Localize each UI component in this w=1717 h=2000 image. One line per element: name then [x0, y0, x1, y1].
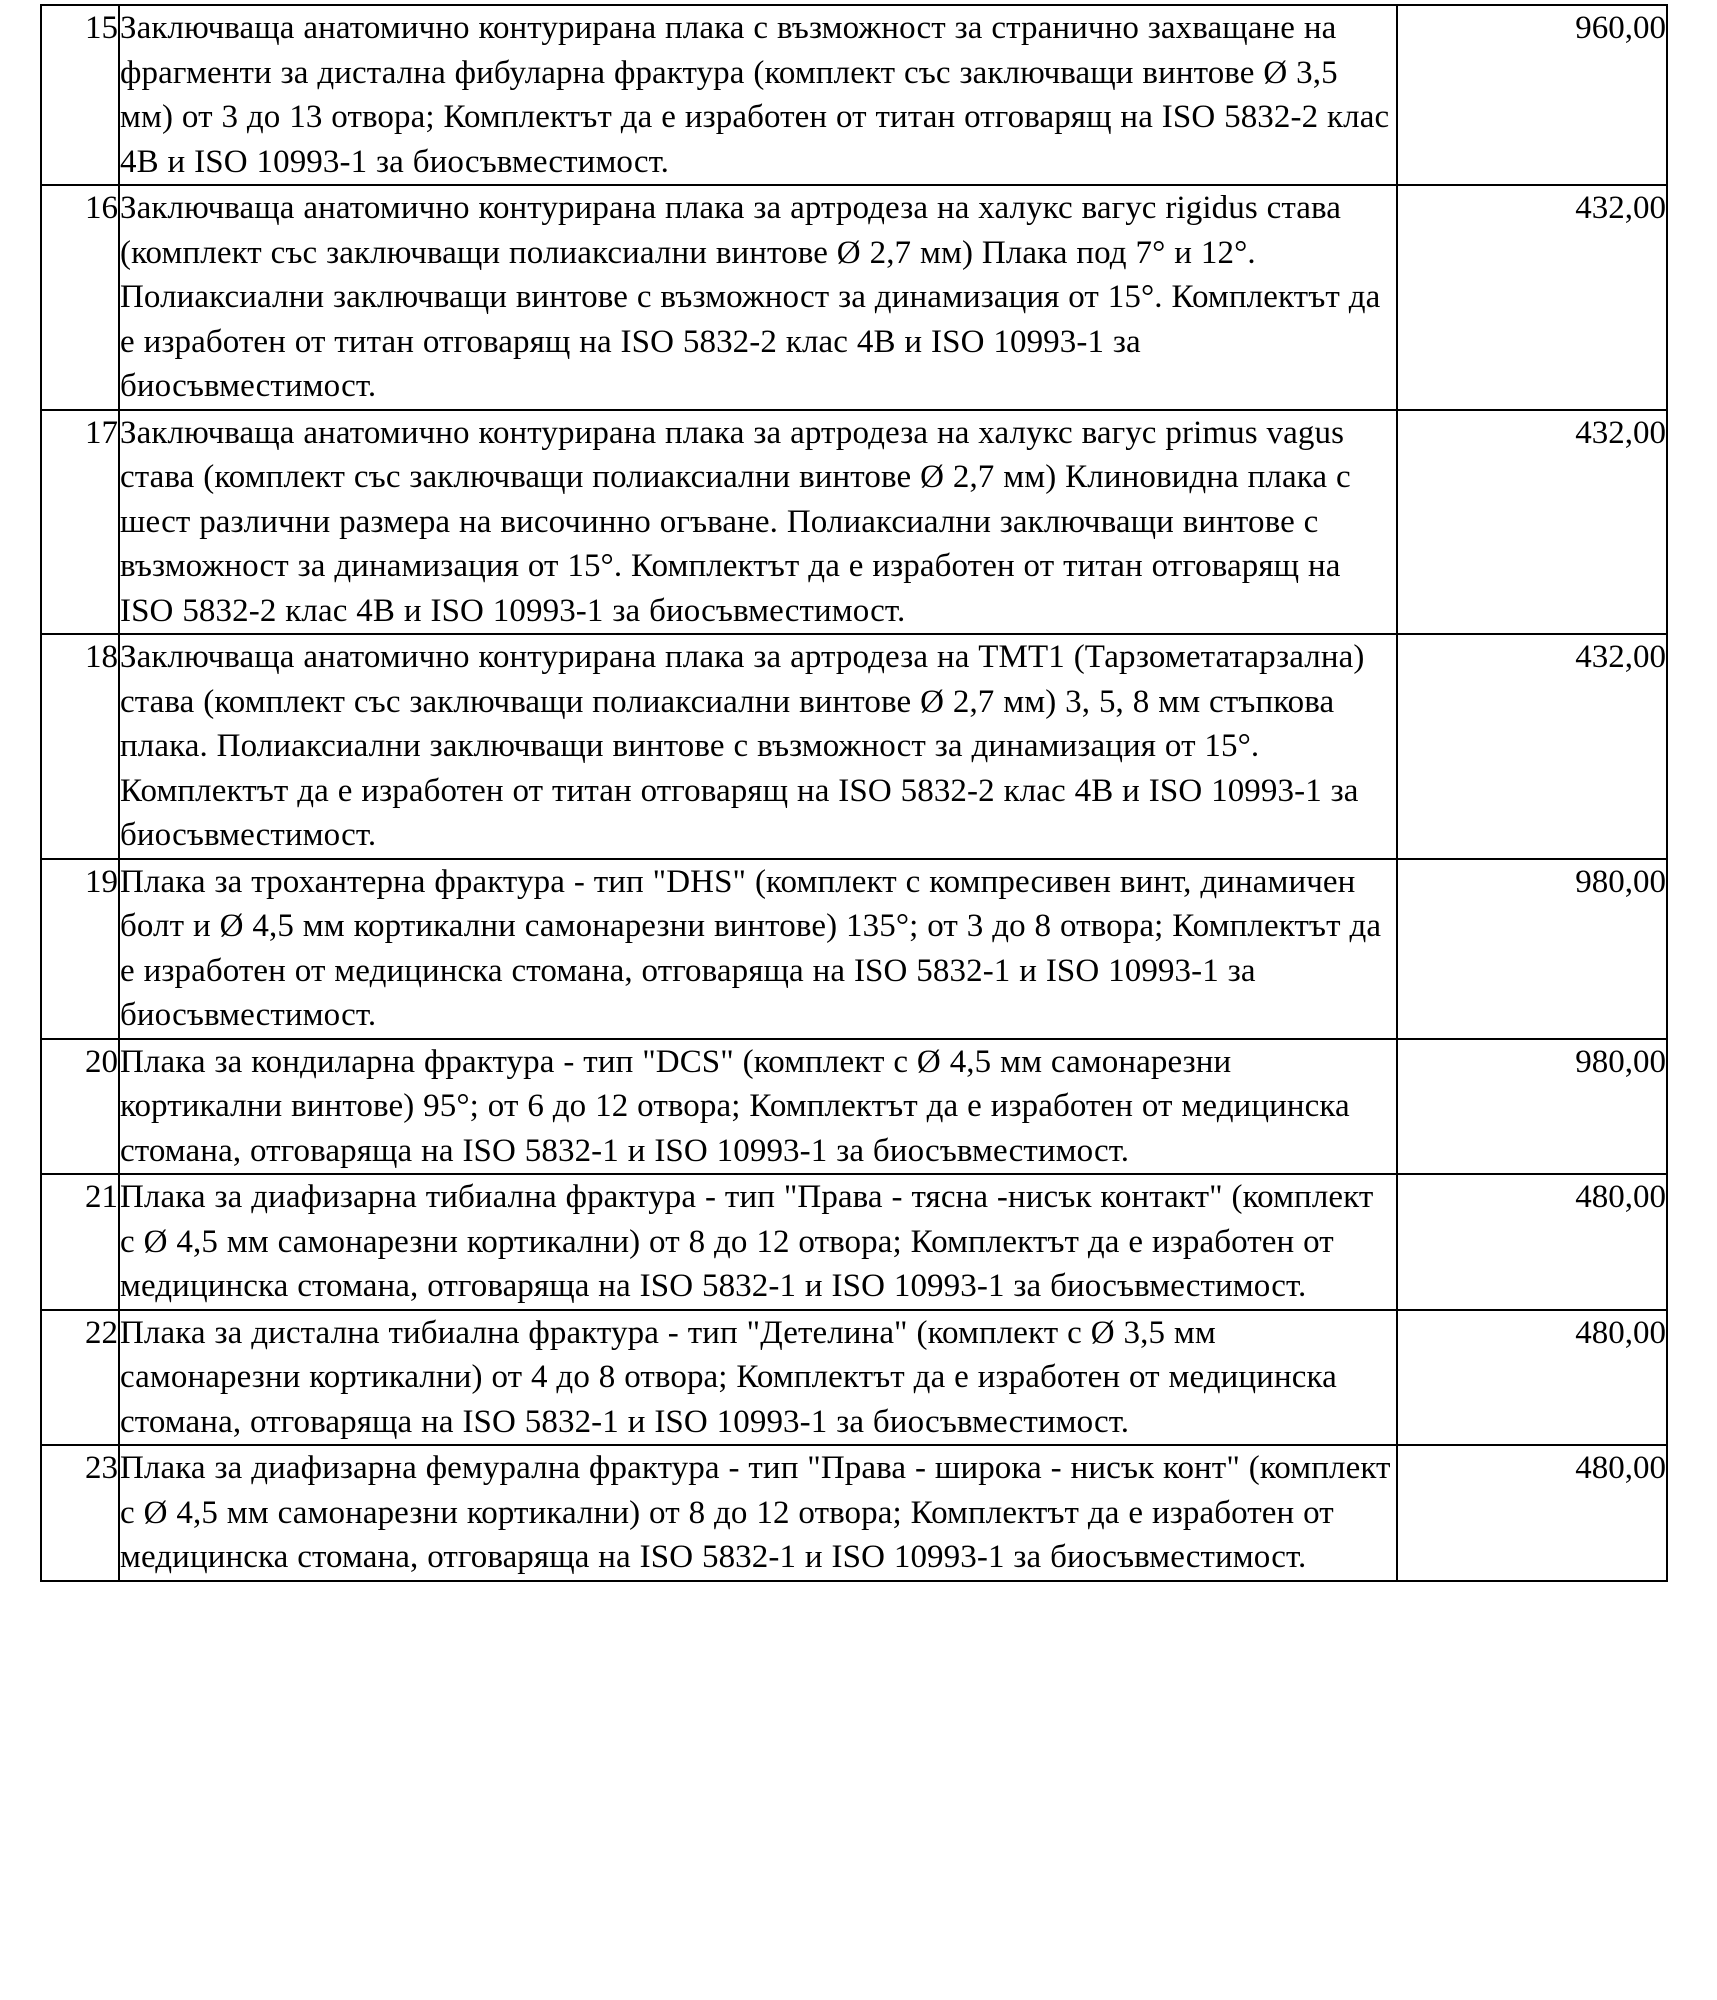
- item-price-cell: 960,00: [1397, 5, 1667, 185]
- table-row: [41, 1039, 1667, 1175]
- item-description-text: Плака за диафизарна фемурална фрактура - тип "Права - широка - нисък конт" (комплект с Ø 4,5 мм самонарезни кортикални) от 8 до 12 отвора; Комплектът да е изработен от медицинска стомана, отговаряща на ISO 5832-1 и ISO 10993-1 за биосъвместимост.: [120, 1450, 1391, 1575]
- specification-table: [40, 4, 1668, 1582]
- table-row: [41, 1445, 1667, 1581]
- item-description-text: Плака за дистална тибиална фрактура - тип "Детелина" (комплект с Ø 3,5 мм самонарезни кортикални) от 4 до 8 отвора; Комплектът да е изработен от медицинска стомана, отговаряща на ISO 5832-1 и ISO 10993-1 за биосъвместимост.: [120, 1314, 1337, 1440]
- table-row: [41, 185, 1667, 410]
- table-body: [41, 5, 1667, 1581]
- item-number-cell: 15: [41, 5, 119, 185]
- item-description-text: Плака за диафизарна тибиална фрактура - тип "Права - тясна -нисък контакт" (комплект с Ø 4,5 мм самонарезни кортикални) от 8 до 12 отвора; Комплектът да е изработен от медицинска стомана, отговаряща на ISO 5832-1 и ISO 10993-1 за биосъвместимост.: [120, 1179, 1374, 1304]
- table-row: [41, 410, 1667, 635]
- item-description-cell: [119, 1445, 1397, 1581]
- item-description-text: Заключваща анатомично контурирана плака с възможност за странично захващане на фрагменти за дистална фибуларна фрактура (комплект със заключващи винтове Ø 3,5 мм) от 3 до 13 отвора; Комплектът да е изработен от титан отговарящ на ISO 5832-2 клас 4B и ISO 10993-1 за биосъвместимост.: [120, 10, 1390, 180]
- item-description-cell: [119, 634, 1397, 859]
- item-price-cell: 432,00: [1397, 185, 1667, 410]
- table-row: [41, 5, 1667, 185]
- item-number-cell: 16: [41, 185, 119, 410]
- item-description-cell: [119, 1310, 1397, 1446]
- item-description-text: Заключваща анатомично контурирана плака за артродеза на TMT1 (Тарзометатарзална) става (комплект със заключващи полиаксиални винтове Ø 2,7 мм) 3, 5, 8 мм стъпкова плака. Полиаксиални заключващи винтове с възможност за динамизация от 15°. Комплектът да е изработен от титан отговарящ на ISO 5832-2 клас 4B и ISO 10993-1 за биосъвместимост.: [120, 639, 1365, 853]
- item-description-text: Плака за трохантерна фрактура - тип "DHS" (комплект с компресивен винт, динамичен болт и Ø 4,5 мм кортикални самонарезни винтове) 135°; от 3 до 8 отвора; Комплектът да е изработен от медицинска стомана, отговаряща на ISO 5832-1 и ISO 10993-1 за биосъвместимост.: [120, 863, 1382, 1033]
- item-number-cell: 23: [41, 1445, 119, 1581]
- item-price-cell: 980,00: [1397, 1039, 1667, 1175]
- item-price-cell: 432,00: [1397, 634, 1667, 859]
- table-row: [41, 634, 1667, 859]
- item-number-cell: 18: [41, 634, 119, 859]
- item-description-cell: [119, 5, 1397, 185]
- item-description-cell: [119, 1039, 1397, 1175]
- item-description-cell: [119, 859, 1397, 1039]
- item-description-text: Заключваща анатомично контурирана плака за артродеза на халукс вагус primus vagus става (комплект със заключващи полиаксиални винтове Ø 2,7 мм) Клиновидна плака с шест различни размера на височинно огъване. Полиаксиални заключващи винтове с възможност за динамизация от 15°. Комплектът да е изработен от титан отговарящ на ISO 5832-2 клас 4B и ISO 10993-1 за биосъвместимост.: [120, 414, 1351, 629]
- item-number-cell: 20: [41, 1039, 119, 1175]
- table-row: [41, 1174, 1667, 1310]
- item-description-cell: [119, 185, 1397, 410]
- item-number-cell: 21: [41, 1174, 119, 1310]
- item-description-text: Плака за кондиларна фрактура - тип "DCS" (комплект с Ø 4,5 мм самонарезни кортикални винтове) 95°; от 6 до 12 отвора; Комплектът да е изработен от медицинска стомана, отговаряща на ISO 5832-1 и ISO 10993-1 за биосъвместимост.: [120, 1043, 1350, 1169]
- item-price-cell: 980,00: [1397, 859, 1667, 1039]
- item-number-cell: 17: [41, 410, 119, 635]
- item-description-text: Заключваща анатомично контурирана плака за артродеза на халукс вагус rigidus става (комплект със заключващи полиаксиални винтове Ø 2,7 мм) Плака под 7° и 12°. Полиаксиални заключващи винтове с възможност за динамизация от 15°. Комплектът да е изработен от титан отговарящ на ISO 5832-2 клас 4B и ISO 10993-1 за биосъвместимост.: [120, 190, 1381, 404]
- item-number-cell: 22: [41, 1310, 119, 1446]
- item-description-cell: [119, 1174, 1397, 1310]
- item-price-cell: 480,00: [1397, 1445, 1667, 1581]
- item-price-cell: 480,00: [1397, 1310, 1667, 1446]
- item-price-cell: 480,00: [1397, 1174, 1667, 1310]
- item-number-cell: 19: [41, 859, 119, 1039]
- item-price-cell: 432,00: [1397, 410, 1667, 635]
- table-row: [41, 859, 1667, 1039]
- table-row: [41, 1310, 1667, 1446]
- item-description-cell: [119, 410, 1397, 635]
